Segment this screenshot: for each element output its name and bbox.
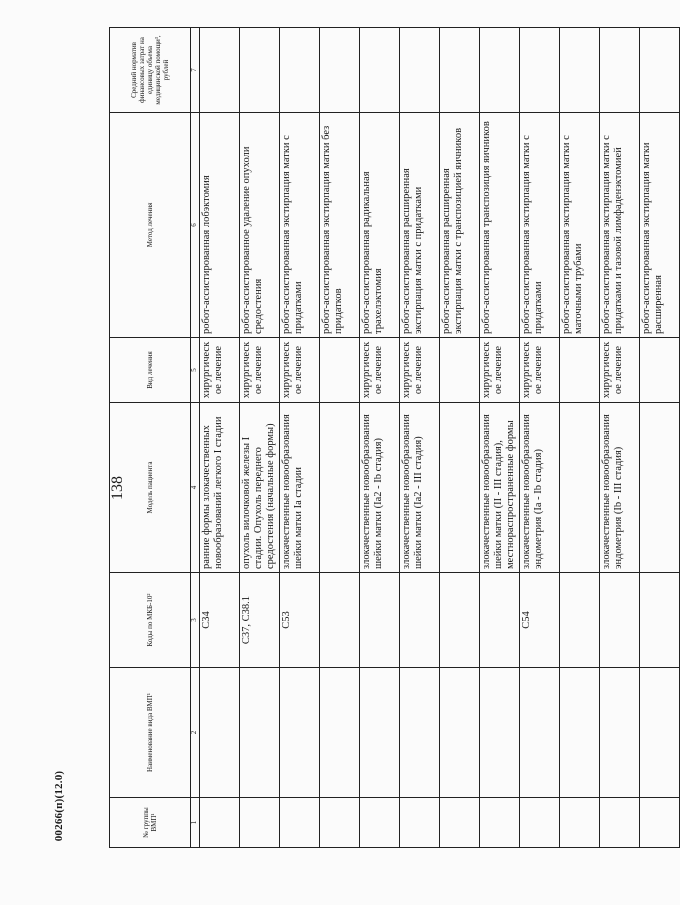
document-code: 00266(п)(12.0) xyxy=(53,770,65,842)
column-number-row xyxy=(191,28,200,848)
column-number: 2 xyxy=(191,668,200,798)
treatment-type-cell: хирургическое лечение xyxy=(240,338,280,403)
icd-code-cell xyxy=(400,573,440,668)
icd-code-cell: C37, C38.1 xyxy=(240,573,280,668)
treatment-type-cell: хирургическое лечение xyxy=(600,338,640,403)
treatment-type-cell xyxy=(640,338,680,403)
table-row xyxy=(280,28,320,848)
icd-code-cell xyxy=(640,573,680,668)
column-number: 1 xyxy=(191,798,200,848)
patient-model-cell: злокачественные новообразования эндометрия (Ia - Ib стадия) xyxy=(520,403,560,573)
header-row xyxy=(110,28,191,848)
icd-code-cell xyxy=(320,573,360,668)
treatment-method-cell: робот-ассистированная экстирпация матки с маточными трубами xyxy=(560,113,600,338)
vmp-name-cell xyxy=(520,668,560,798)
cost-cell xyxy=(200,28,240,113)
vmp-name-cell xyxy=(320,668,360,798)
patient-model-cell: злокачественные новообразования шейки матки Ia стадии xyxy=(280,403,320,573)
table-row xyxy=(560,28,600,848)
column-number: 6 xyxy=(191,113,200,338)
group-cell xyxy=(640,798,680,848)
patient-model-cell: злокачественные новообразования эндометрия (Ib - III стадия) xyxy=(600,403,640,573)
cost-cell xyxy=(560,28,600,113)
group-cell xyxy=(520,798,560,848)
group-cell xyxy=(320,798,360,848)
treatment-method-cell: робот-ассистированное удаление опухоли средостения xyxy=(240,113,280,338)
cost-cell xyxy=(520,28,560,113)
group-cell xyxy=(360,798,400,848)
icd-code-cell: C34 xyxy=(200,573,240,668)
group-cell xyxy=(480,798,520,848)
treatment-method-cell: робот-ассистированная расширенная экстирпация матки с придатками xyxy=(400,113,440,338)
cost-cell xyxy=(320,28,360,113)
vmp-name-cell xyxy=(560,668,600,798)
patient-model-cell xyxy=(320,403,360,573)
table-row xyxy=(400,28,440,848)
table-row xyxy=(240,28,280,848)
group-cell xyxy=(200,798,240,848)
table-row xyxy=(640,28,680,848)
vmp-name-cell xyxy=(400,668,440,798)
cost-cell xyxy=(400,28,440,113)
treatment-type-cell: хирургическое лечение xyxy=(360,338,400,403)
treatment-type-cell xyxy=(320,338,360,403)
vmp-name-cell xyxy=(600,668,640,798)
vmp-name-cell xyxy=(640,668,680,798)
treatment-method-cell: робот-ассистированная экстирпация матки расширенная xyxy=(640,113,680,338)
table-row xyxy=(200,28,240,848)
patient-model-cell xyxy=(440,403,480,573)
header-treatment-method: Метод лечения xyxy=(110,113,191,338)
table-row xyxy=(600,28,640,848)
treatment-type-cell xyxy=(560,338,600,403)
treatment-type-cell: хирургическое лечение xyxy=(520,338,560,403)
treatment-method-cell: робот-ассистированная экстирпация матки с придатками xyxy=(520,113,560,338)
vmp-name-cell xyxy=(280,668,320,798)
patient-model-cell: ранние формы злокачественных новообразований легкого I стадии xyxy=(200,403,240,573)
treatment-method-cell: робот-ассистированная радикальная трахелэктомия xyxy=(360,113,400,338)
icd-code-cell xyxy=(600,573,640,668)
treatment-method-cell: робот-ассистированная транспозиция яичников xyxy=(480,113,520,338)
treatment-method-cell: робот-ассистированная расширенная экстирпация матки с транспозицией яичников xyxy=(440,113,480,338)
column-number: 4 xyxy=(191,403,200,573)
table-row xyxy=(440,28,480,848)
treatment-type-cell: хирургическое лечение xyxy=(400,338,440,403)
table-row xyxy=(480,28,520,848)
icd-code-cell xyxy=(360,573,400,668)
icd-code-cell xyxy=(440,573,480,668)
header-icd-codes: Коды по МКБ-10² xyxy=(110,573,191,668)
page-number: 138 xyxy=(109,476,126,500)
column-number: 3 xyxy=(191,573,200,668)
group-cell xyxy=(240,798,280,848)
column-number: 5 xyxy=(191,338,200,403)
group-cell xyxy=(400,798,440,848)
vmp-name-cell xyxy=(360,668,400,798)
cost-cell xyxy=(280,28,320,113)
treatment-method-cell: робот-ассистированная экстирпация матки с придатками xyxy=(280,113,320,338)
vmp-name-cell xyxy=(240,668,280,798)
group-cell xyxy=(600,798,640,848)
header-patient-model: Модель пациента xyxy=(110,403,191,573)
patient-model-cell: злокачественные новообразования шейки матки (Ia2 - Ib стадия) xyxy=(360,403,400,573)
cost-cell xyxy=(440,28,480,113)
vmp-name-cell xyxy=(200,668,240,798)
patient-model-cell: злокачественные новообразования шейки матки (II - III стадия), местнораспространенные формы xyxy=(480,403,520,573)
treatment-method-cell: робот-ассистированная лобэктомия xyxy=(200,113,240,338)
patient-model-cell xyxy=(560,403,600,573)
header-treatment-type: Вид лечения xyxy=(110,338,191,403)
treatment-type-cell xyxy=(440,338,480,403)
treatment-method-cell: робот-ассистированная экстирпация матки без придатков xyxy=(320,113,360,338)
group-cell xyxy=(440,798,480,848)
patient-model-cell: злокачественные новообразования шейки матки (Ia2 - III стадия) xyxy=(400,403,440,573)
vmp-table xyxy=(109,27,680,848)
cost-cell xyxy=(240,28,280,113)
column-number: 7 xyxy=(191,28,200,113)
icd-code-cell xyxy=(560,573,600,668)
patient-model-cell: опухоль вилочковой железы I стадии. Опухоль переднего средостения (начальные формы) xyxy=(240,403,280,573)
vmp-name-cell xyxy=(480,668,520,798)
cost-cell xyxy=(600,28,640,113)
vmp-name-cell xyxy=(440,668,480,798)
group-cell xyxy=(560,798,600,848)
icd-code-cell: C54 xyxy=(520,573,560,668)
header-group-number: № группы ВМП¹ xyxy=(110,798,191,848)
cost-cell xyxy=(360,28,400,113)
icd-code-cell: C53 xyxy=(280,573,320,668)
table-row xyxy=(320,28,360,848)
cost-cell xyxy=(480,28,520,113)
table-row xyxy=(360,28,400,848)
treatment-type-cell: хирургическое лечение xyxy=(480,338,520,403)
group-cell xyxy=(280,798,320,848)
treatment-type-cell: хирургическое лечение xyxy=(280,338,320,403)
table-row xyxy=(520,28,560,848)
treatment-type-cell: хирургическое лечение xyxy=(200,338,240,403)
rotated-table-container xyxy=(109,28,664,848)
header-vmp-name: Наименование вида ВМП¹ xyxy=(110,668,191,798)
cost-cell xyxy=(640,28,680,113)
icd-code-cell xyxy=(480,573,520,668)
treatment-method-cell: робот-ассистированная экстирпация матки с придатками и тазовой лимфаденэктомией xyxy=(600,113,640,338)
patient-model-cell xyxy=(640,403,680,573)
header-cost-standard: Средний норматив финансовых затрат на единицу объема медицинской помощи³, рублей xyxy=(110,28,191,113)
